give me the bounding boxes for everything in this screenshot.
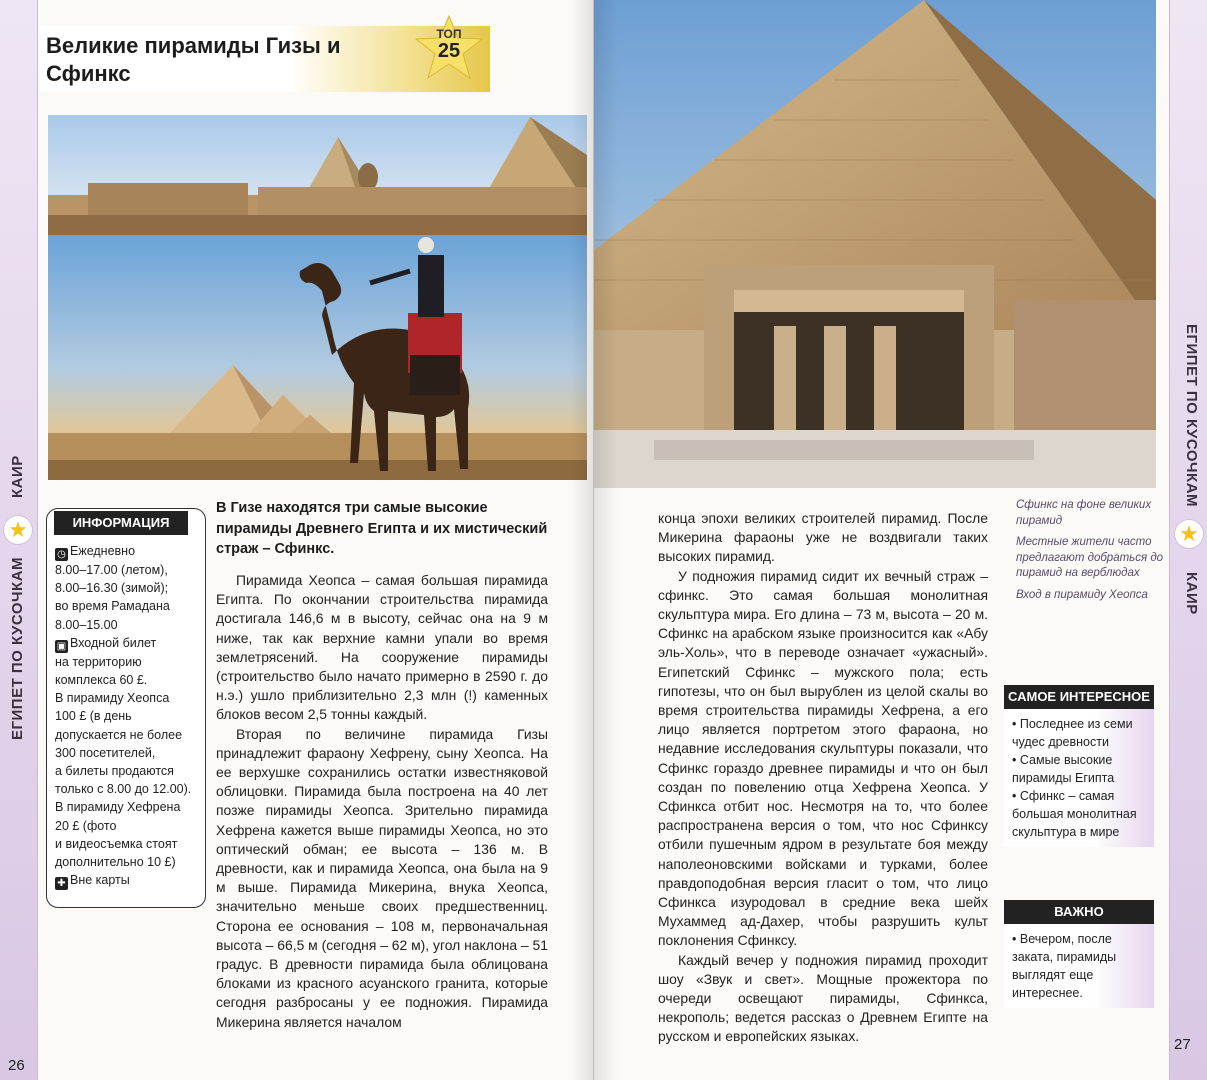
important-text: Вечером, после заката, пирамиды выглядят еще интереснее. xyxy=(1012,932,1117,1000)
info-body xyxy=(55,542,200,890)
photo-pyramid-entrance xyxy=(594,0,1156,488)
highlight-item: • Последнее из семи чудес древности xyxy=(1012,717,1133,749)
text-column-2 xyxy=(658,509,988,1047)
photo-sphinx-pyramids xyxy=(48,115,587,235)
star-icon: ★ xyxy=(1175,520,1203,548)
page-number-right: 27 xyxy=(1174,1036,1191,1053)
lead-paragraph: В Гизе находятся три самые высокие пирамиды Древнего Египта и их мистический страж – Сфинкс. xyxy=(216,500,548,557)
paragraph: Каждый вечер у подножия пирамид проходит шоу «Звук и свет». Мощные прожектора по очереди освещают пирамиды, Сфинкса, некрополь; ведется рассказ о Древнем Египте на русском и европейских языках. xyxy=(658,951,988,1045)
hours-line: Ежедневно xyxy=(70,544,136,558)
paragraph: Вторая по величине пирамида Гизы принадлежит фараону Хефрену, сыну Хеопса. На ее верхушке сохранились остатки известняковой облицовки. Пирамида была построена на 40 лет позже пирамиды Хеопса. Зрительно пирамида Хефрена кажется выше пирамиды Хеопса, но это оптический обман; ее высота – 136 м. В древности, как и пирамида Хеопса, она была на 9 м выше. Пирамида Микерина, внука Хеопса, значительно меньше своих предшественниц. Сторона ее основания – 108 м, первоначальная высота – 66,5 м (сегодня – 62 м), угол наклона – 51 градус. В древности пирамида была облицована блоками из красного асуанского гранита, которые сегодня разбросаны у ее подножия. Пирамида Микерина является началом xyxy=(216,725,548,1030)
important-item: • Вечером, после заката, пирамиды выглядят еще интереснее. xyxy=(1012,932,1117,1000)
ticket-line: только с 8.00 до 12.00). xyxy=(55,782,192,797)
left-side-tab xyxy=(0,0,38,1080)
photo-captions xyxy=(1016,498,1164,609)
ticket-line: допускается не более xyxy=(55,727,183,742)
caption: Местные жители часто предлагают добраться до пирамид на верблюдах xyxy=(1016,536,1164,579)
paragraph: Пирамида Хеопса – самая большая пирамида Египта. По окончании строительства пирамида достигала 146,6 м в высоту, сейчас она на 9 м ниже, так как верхние камни упали во время землетрясений. На сооружение пирамиды (строительство было начато примерно в 2590 г. до н.э.) ушло приблизительно 2,3 млн (!) каменных блоков весом 2,5 тонны каждый. xyxy=(216,572,548,723)
ticket-icon: ▣ xyxy=(56,640,67,652)
paragraph: У подножия пирамид сидит их вечный страж – сфинкс. Это самая большая монолитная скульптура мира. Его длина – 73 м, высота – 20 м. Сфинкс на арабском языке произносится как «Абу эль-Холь», что в переводе означает «ужасный». Египетский Сфинкс – мужского пола; есть гипотезы, что он был вырублен из целой скалы во время строительства пирамиды Хефрена, а его лицо является портретом этого фараона, но недавние исследования скульптуры показали, что Сфинкс гораздо древнее пирамиды и что он был создан по повелению отца Хефрена Хеопса. У Сфинкса отбит нос. Несмотря на то, что более распространена версия о том, что нос Сфинксу отбили пушечным ядром в результате боя между наполеоновскими войсками и турками, более правдоподобная версия гласит о том, что лицо Сфинкса изуродовал в средние века шейх Мухаммед ад-Дахер, чтобы разрушить культ поклонения Сфинксу. xyxy=(658,567,988,949)
ticket-line: 300 посетителей, xyxy=(55,745,156,760)
highlight-text: Самые высокие пирамиды Египта xyxy=(1012,753,1115,785)
caption: Сфинкс на фоне великих пирамид xyxy=(1016,499,1152,527)
info-header: ИНФОРМАЦИЯ xyxy=(54,511,188,535)
highlight-text: Сфинкс – самая большая монолитная скульптура в мире xyxy=(1012,789,1137,839)
highlight-item: • Сфинкс – самая большая монолитная скульптура в мире xyxy=(1012,789,1137,839)
ticket-line: комплекса 60 £. xyxy=(55,673,148,688)
ticket-line: 100 £ (в день xyxy=(55,709,132,724)
ticket-block xyxy=(55,634,200,871)
highlight-item: • Самые высокие пирамиды Египта xyxy=(1012,753,1115,785)
highlights-header: САМОЕ ИНТЕРЕСНОЕ xyxy=(1004,685,1154,709)
map-reference: Вне карты xyxy=(70,873,130,888)
map-cross-icon: ✚ xyxy=(55,877,68,890)
paragraph-continued: конца эпохи великих строителей пирамид. После Микерина фараоны уже не воздвигали таких высоких пирамид. xyxy=(658,510,988,565)
ticket-line: и видеосъемка стоят xyxy=(55,836,178,851)
text-column-1 xyxy=(216,571,548,1032)
star-icon: ★ xyxy=(4,516,32,544)
important-box xyxy=(1004,900,1154,1008)
map-block xyxy=(55,871,200,890)
side-tab-city-right: КАИР xyxy=(1183,572,1200,615)
page-number-left: 26 xyxy=(8,1057,25,1074)
highlights-body xyxy=(1004,709,1154,847)
ticket-line: дополнительно 10 £) xyxy=(55,855,176,870)
ticket-line: В пирамиду Хефрена xyxy=(55,800,181,815)
ticket-line: 20 £ (фото xyxy=(55,818,117,833)
highlight-text: Последнее из семи чудес древности xyxy=(1012,717,1133,749)
top-badge-label: ТОП xyxy=(436,27,462,41)
hours-block xyxy=(55,542,200,634)
hours-line: во время Рамадана xyxy=(55,599,170,614)
ticket-line: а билеты продаются xyxy=(55,764,174,779)
top-badge-number: 25 xyxy=(437,40,461,62)
highlights-box xyxy=(1004,685,1154,847)
side-tab-section-left: ЕГИПЕТ ПО КУСОЧКАМ xyxy=(9,556,26,740)
ticket-line: В пирамиду Хеопса xyxy=(55,691,170,706)
hours-line: 8.00–17.00 (летом), xyxy=(55,563,168,577)
caption: Вход в пирамиду Хеопса xyxy=(1016,588,1148,601)
ticket-line: на территорию xyxy=(55,654,142,669)
clock-icon: ◷ xyxy=(55,548,68,561)
right-side-tab xyxy=(1169,0,1207,1080)
hours-line: 8.00–15.00 xyxy=(55,617,118,632)
page-title: Великие пирамиды Гизы и Сфинкс xyxy=(46,33,341,86)
side-tab-section-right: ЕГИПЕТ ПО КУСОЧКАМ xyxy=(1183,324,1200,508)
ticket-line: Входной билет xyxy=(70,635,157,650)
hours-line: 8.00–16.30 (зимой); xyxy=(55,581,169,596)
important-header: ВАЖНО xyxy=(1004,900,1154,924)
important-body xyxy=(1004,924,1154,1008)
side-tab-city-left: КАИР xyxy=(9,455,26,498)
photo-camel-rider xyxy=(48,235,587,480)
